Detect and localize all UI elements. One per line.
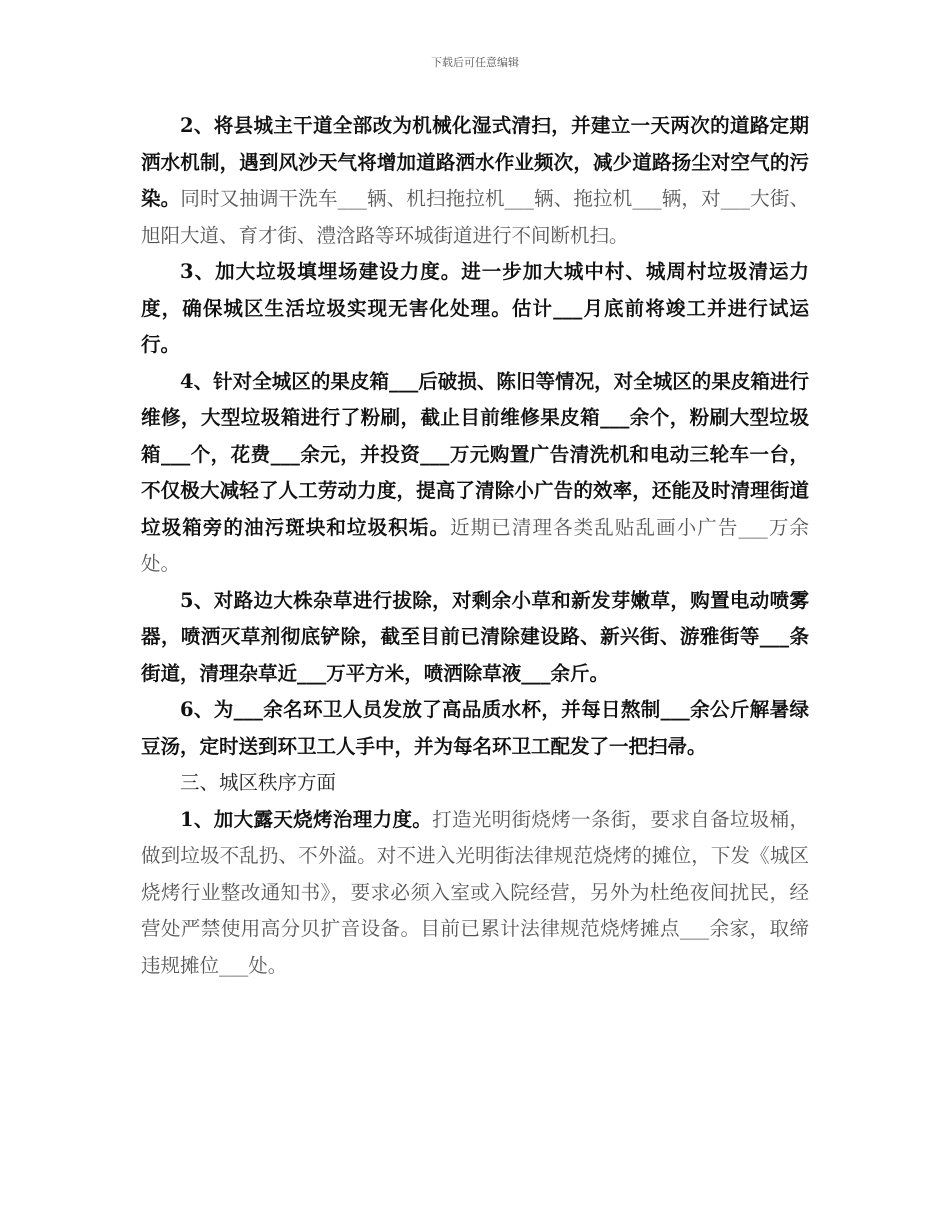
page-header: 下载后可任意编辑 bbox=[431, 56, 519, 69]
paragraph-normal-text: 打造光明街烧烤一条街，要求自备垃圾桶，做到垃圾不乱扔、不外溢。对不进入光明街法律规范烧烤的摊位，下发《城区烧烤行业整改通知书》，要求必须入室或入院经营，另外为杜绝夜间扰民，经营处严禁使用高分贝扩音设备。目前已累计法律规范烧烤摊点___余家，取缔违规摊位___处。 bbox=[141, 807, 809, 977]
document-body bbox=[141, 108, 809, 984]
paragraph-normal-text: 同时又抽调干洗车___辆、机扫拖拉机___辆、拖拉机___辆，对___大街、旭阳大道、育才街、澧浛路等环城街道进行不间断机扫。 bbox=[141, 187, 809, 247]
paragraph-item-4 bbox=[141, 364, 809, 583]
paragraph-bold-text: 4、针对全城区的果皮箱___后破损、陈旧等情况，对全城区的果皮箱进行维修，大型垃圾箱进行了粉刷，截止目前维修果皮箱___余个，粉刷大型垃圾箱___个，花费___余元，并投资___万元购置广告清洗机和电动三轮车一台，不仅极大减轻了人工劳动力度，提高了清除小广告的效率，还能及时清理街道垃圾箱旁的油污斑块和垃圾积垢。 bbox=[141, 369, 809, 539]
paragraph-item-2 bbox=[141, 108, 809, 254]
paragraph-bold-text: 1、加大露天烧烤治理力度。 bbox=[180, 807, 433, 831]
paragraph-bold-text: 2、将县城主干道全部改为机械化湿式清扫，并建立一天两次的道路定期洒水机制，遇到风沙天气将增加道路洒水作业频次，减少道路扬尘对空气的污染。 bbox=[141, 114, 809, 210]
paragraph-item-6 bbox=[141, 692, 809, 765]
paragraph-item-5 bbox=[141, 583, 809, 693]
paragraph-item-7 bbox=[141, 802, 809, 985]
paragraph-bold-text: 3、加大垃圾填埋场建设力度。进一步加大城中村、城周村垃圾清运力度，确保城区生活垃圾实现无害化处理。估计___月底前将竣工并进行试运行。 bbox=[141, 260, 809, 356]
paragraph-item-3 bbox=[141, 254, 809, 364]
section-heading: 三、城区秩序方面 bbox=[180, 771, 337, 794]
paragraph-normal-text: 近期已清理各类乱贴乱画小广告___万余处。 bbox=[141, 515, 809, 575]
paragraph-bold-text: 6、为___余名环卫人员发放了高品质水杯，并每日熬制___余公斤解暑绿豆汤，定时送到环卫工人手中，并为每名环卫工配发了一把扫帚。 bbox=[141, 698, 809, 758]
paragraph-bold-text: 5、对路边大株杂草进行拔除，对剩余小草和新发芽嫩草，购置电动喷雾器，喷洒灭草剂彻底铲除，截至目前已清除建设路、新兴街、游雅街等___条街道，清理杂草近___万平方米，喷洒除草液___余斤。 bbox=[141, 588, 809, 685]
